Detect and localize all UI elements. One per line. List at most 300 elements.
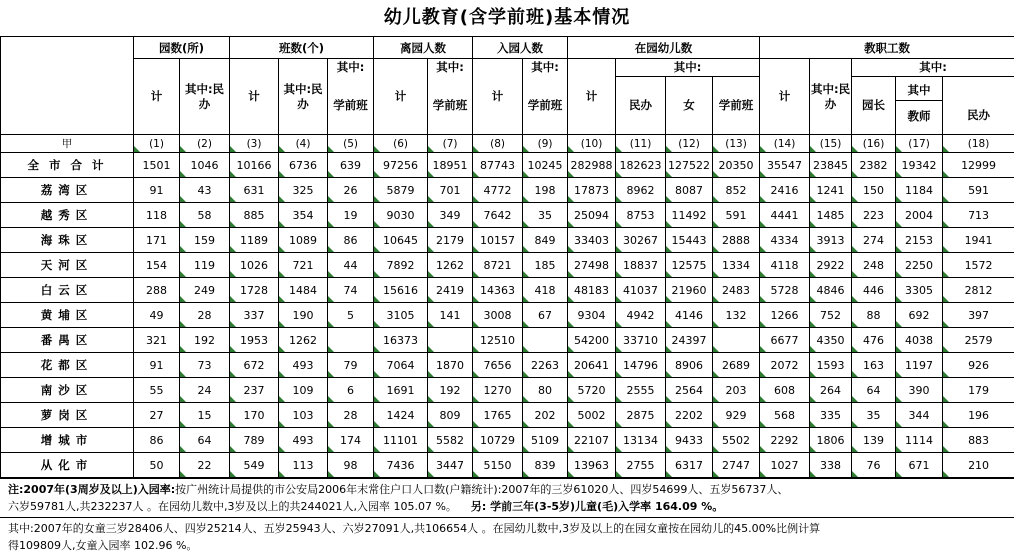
table-cell: 150 (852, 178, 896, 203)
table-cell: 6677 (760, 328, 810, 353)
district-name: 花都区 (1, 353, 134, 378)
table-cell: 849 (523, 228, 568, 253)
table-cell: 349 (428, 203, 473, 228)
table-cell: 2202 (666, 403, 713, 428)
table-cell: 608 (760, 378, 810, 403)
table-cell: 852 (713, 178, 760, 203)
table-row (1, 453, 1014, 478)
table-cell: 1572 (943, 253, 1014, 278)
column-code: (2) (180, 135, 230, 153)
col-header: 学前班 (328, 77, 374, 135)
table-cell: 19 (328, 203, 374, 228)
table-cell: 50 (134, 453, 180, 478)
table-cell: 10245 (523, 153, 568, 178)
table-cell: 24397 (666, 328, 713, 353)
table-cell: 1870 (428, 353, 473, 378)
table-cell: 264 (810, 378, 852, 403)
table-cell: 5 (328, 303, 374, 328)
table-cell: 3913 (810, 228, 852, 253)
table-cell: 10157 (473, 228, 523, 253)
col-header: 其中:民办 (279, 59, 328, 135)
table-cell: 1262 (428, 253, 473, 278)
table-cell: 16373 (374, 328, 428, 353)
table-cell: 9304 (568, 303, 616, 328)
table-cell: 26 (328, 178, 374, 203)
table-cell: 4441 (760, 203, 810, 228)
data-table (0, 36, 1014, 478)
table-cell: 190 (279, 303, 328, 328)
table-cell: 11492 (666, 203, 713, 228)
group-header-jiaozhi: 教职工数 (760, 37, 1014, 59)
table-cell: 4942 (616, 303, 666, 328)
col-header: 其中: (523, 59, 568, 77)
table-cell: 10729 (473, 428, 523, 453)
note-line-2 (8, 498, 1010, 515)
table-cell: 88 (852, 303, 896, 328)
table-cell: 354 (279, 203, 328, 228)
col-header: 其中: (852, 59, 1014, 77)
col-header: 计 (230, 59, 279, 135)
table-cell: 1593 (810, 353, 852, 378)
table-cell: 22107 (568, 428, 616, 453)
table-cell: 418 (523, 278, 568, 303)
table-cell: 20350 (713, 153, 760, 178)
district-name: 黄埔区 (1, 303, 134, 328)
table-cell: 35 (852, 403, 896, 428)
table-cell: 2382 (852, 153, 896, 178)
table-cell: 809 (428, 403, 473, 428)
table-cell: 10645 (374, 228, 428, 253)
group-header-yuan: 园数(所) (134, 37, 230, 59)
table-cell: 132 (713, 303, 760, 328)
table-cell: 752 (810, 303, 852, 328)
column-code: (18) (943, 135, 1014, 153)
table-cell: 1484 (279, 278, 328, 303)
table-cell: 2922 (810, 253, 852, 278)
table-cell: 9030 (374, 203, 428, 228)
table-cell: 1765 (473, 403, 523, 428)
table-cell: 321 (134, 328, 180, 353)
col-header (896, 77, 943, 135)
table-cell: 1953 (230, 328, 279, 353)
table-cell: 154 (134, 253, 180, 278)
col-header: 园长 (852, 77, 896, 135)
table-cell: 35547 (760, 153, 810, 178)
table-cell: 11101 (374, 428, 428, 453)
column-code: (3) (230, 135, 279, 153)
table-cell: 1241 (810, 178, 852, 203)
column-code: (13) (713, 135, 760, 153)
table-cell: 3105 (374, 303, 428, 328)
table-cell: 73 (180, 353, 230, 378)
table-cell: 97256 (374, 153, 428, 178)
table-cell: 721 (279, 253, 328, 278)
table-cell: 30267 (616, 228, 666, 253)
table-cell: 671 (896, 453, 943, 478)
table-cell: 91 (134, 353, 180, 378)
table-cell: 2812 (943, 278, 1014, 303)
table-row (1, 328, 1014, 353)
table-cell: 4846 (810, 278, 852, 303)
table-cell: 2004 (896, 203, 943, 228)
table-cell: 192 (180, 328, 230, 353)
col-header: 计 (760, 59, 810, 135)
column-code: (9) (523, 135, 568, 153)
district-name: 白云区 (1, 278, 134, 303)
table-row (1, 378, 1014, 403)
district-name: 越秀区 (1, 203, 134, 228)
table-cell: 33403 (568, 228, 616, 253)
table-cell: 2292 (760, 428, 810, 453)
table-cell: 6736 (279, 153, 328, 178)
col-header: 计 (473, 59, 523, 135)
col-header: 计 (134, 59, 180, 135)
table-cell: 2072 (760, 353, 810, 378)
column-code: (15) (810, 135, 852, 153)
table-cell: 15443 (666, 228, 713, 253)
table-cell: 210 (943, 453, 1014, 478)
table-cell: 1334 (713, 253, 760, 278)
table-cell: 5002 (568, 403, 616, 428)
table-cell: 493 (279, 428, 328, 453)
table-cell (713, 328, 760, 353)
table-cell: 14363 (473, 278, 523, 303)
table-cell: 337 (230, 303, 279, 328)
table-row (1, 253, 1014, 278)
table-cell: 288 (134, 278, 180, 303)
table-cell: 202 (523, 403, 568, 428)
table-cell: 79 (328, 353, 374, 378)
table-cell: 1501 (134, 153, 180, 178)
table-cell: 7436 (374, 453, 428, 478)
table-row (1, 303, 1014, 328)
table-cell: 446 (852, 278, 896, 303)
table-cell: 672 (230, 353, 279, 378)
table-cell: 171 (134, 228, 180, 253)
table-cell: 1266 (760, 303, 810, 328)
table-cell: 390 (896, 378, 943, 403)
page-title: 幼儿教育(含学前班)基本情况 (0, 0, 1014, 36)
table-cell: 198 (523, 178, 568, 203)
table-cell: 118 (134, 203, 180, 228)
column-code: (11) (616, 135, 666, 153)
table-cell: 5150 (473, 453, 523, 478)
table-cell: 2250 (896, 253, 943, 278)
table-cell: 12999 (943, 153, 1014, 178)
table-cell: 2483 (713, 278, 760, 303)
column-code: 甲 (1, 135, 134, 153)
col-header: 其中:民办 (180, 59, 230, 135)
table-cell: 7892 (374, 253, 428, 278)
table-cell: 28 (328, 403, 374, 428)
column-code: (4) (279, 135, 328, 153)
note-block-2 (0, 517, 1014, 554)
table-cell: 23845 (810, 153, 852, 178)
table-cell: 929 (713, 403, 760, 428)
group-header-ruyuan: 入园人数 (473, 37, 568, 59)
table-cell: 5502 (713, 428, 760, 453)
column-code: (6) (374, 135, 428, 153)
table-cell: 839 (523, 453, 568, 478)
table-cell: 54200 (568, 328, 616, 353)
table-cell: 12510 (473, 328, 523, 353)
table-row (1, 178, 1014, 203)
district-name: 海珠区 (1, 228, 134, 253)
table-cell: 8087 (666, 178, 713, 203)
table-cell: 27498 (568, 253, 616, 278)
table-cell: 35 (523, 203, 568, 228)
table-cell: 21960 (666, 278, 713, 303)
table-cell: 33710 (616, 328, 666, 353)
column-code: (5) (328, 135, 374, 153)
table-cell: 7642 (473, 203, 523, 228)
table-cell: 2179 (428, 228, 473, 253)
table-cell: 2564 (666, 378, 713, 403)
table-cell: 883 (943, 428, 1014, 453)
note-line-1 (8, 481, 1010, 498)
table-cell: 1027 (760, 453, 810, 478)
table-cell: 179 (943, 378, 1014, 403)
district-name: 南沙区 (1, 378, 134, 403)
table-cell: 2263 (523, 353, 568, 378)
table-cell: 13963 (568, 453, 616, 478)
table-body (1, 153, 1014, 478)
table-cell: 1184 (896, 178, 943, 203)
table-cell: 119 (180, 253, 230, 278)
table-cell: 1046 (180, 153, 230, 178)
table-cell: 5582 (428, 428, 473, 453)
column-code: (7) (428, 135, 473, 153)
table-cell: 2416 (760, 178, 810, 203)
group-header-zaiyuan: 在园幼儿数 (568, 37, 760, 59)
table-cell: 28 (180, 303, 230, 328)
table-cell: 591 (713, 203, 760, 228)
table-cell: 1089 (279, 228, 328, 253)
col-header-part: 其中 (896, 80, 943, 101)
total-row (1, 153, 1014, 178)
table-cell: 7064 (374, 353, 428, 378)
table-cell: 8906 (666, 353, 713, 378)
table-cell: 55 (134, 378, 180, 403)
table-cell: 237 (230, 378, 279, 403)
table-cell: 1806 (810, 428, 852, 453)
column-code: (8) (473, 135, 523, 153)
table-cell: 1026 (230, 253, 279, 278)
table-cell: 885 (230, 203, 279, 228)
table-cell: 58 (180, 203, 230, 228)
col-header: 其中: (616, 59, 760, 77)
district-name: 天河区 (1, 253, 134, 278)
table-cell: 249 (180, 278, 230, 303)
table-cell: 113 (279, 453, 328, 478)
table-cell: 80 (523, 378, 568, 403)
table-cell: 203 (713, 378, 760, 403)
column-code: (17) (896, 135, 943, 153)
table-cell: 24 (180, 378, 230, 403)
table-cell: 223 (852, 203, 896, 228)
table-cell: 1197 (896, 353, 943, 378)
table-cell: 185 (523, 253, 568, 278)
table-cell: 549 (230, 453, 279, 478)
table-cell: 87743 (473, 153, 523, 178)
table-cell: 568 (760, 403, 810, 428)
table-cell (523, 328, 568, 353)
table-cell: 19342 (896, 153, 943, 178)
table-cell: 192 (428, 378, 473, 403)
district-name: 荔湾区 (1, 178, 134, 203)
table-cell: 335 (810, 403, 852, 428)
table-cell: 1728 (230, 278, 279, 303)
header-row-groups (1, 37, 1014, 59)
table-cell: 4038 (896, 328, 943, 353)
table-cell: 2689 (713, 353, 760, 378)
table-cell (328, 328, 374, 353)
column-code: (1) (134, 135, 180, 153)
table-cell: 6317 (666, 453, 713, 478)
table-cell: 127522 (666, 153, 713, 178)
table-cell: 20641 (568, 353, 616, 378)
table-cell: 3305 (896, 278, 943, 303)
table-cell: 2747 (713, 453, 760, 478)
table-cell: 8962 (616, 178, 666, 203)
group-header-liyuan: 离园人数 (374, 37, 473, 59)
note-text: 按广州统计局提供的市公安局2006年末常住户口人口数(户籍统计):2007年的三岁61020人、四岁54699人、五岁56737人、 (175, 483, 788, 496)
header-row-sub1 (1, 59, 1014, 77)
table-row (1, 403, 1014, 428)
table-cell: 4118 (760, 253, 810, 278)
table-cell: 2755 (616, 453, 666, 478)
table-cell: 98 (328, 453, 374, 478)
col-header: 其中: (328, 59, 374, 77)
table-cell: 103 (279, 403, 328, 428)
table-cell: 1262 (279, 328, 328, 353)
col-header: 其中: (428, 59, 473, 77)
table-cell: 64 (180, 428, 230, 453)
table-cell: 74 (328, 278, 374, 303)
table-cell: 3008 (473, 303, 523, 328)
table-cell: 64 (852, 378, 896, 403)
note-highlight: 另: 学前三年(3-5岁)儿童(毛)入学率 164.09 %。 (471, 500, 723, 513)
table-cell: 397 (943, 303, 1014, 328)
table-row (1, 278, 1014, 303)
table-cell: 86 (134, 428, 180, 453)
col-header: 其中:民办 (810, 59, 852, 135)
table-cell: 6 (328, 378, 374, 403)
col-header: 女 (666, 77, 713, 135)
table-cell: 4146 (666, 303, 713, 328)
column-code: (14) (760, 135, 810, 153)
col-header: 计 (374, 59, 428, 135)
table-cell: 344 (896, 403, 943, 428)
table-cell: 3447 (428, 453, 473, 478)
table-cell: 713 (943, 203, 1014, 228)
table-cell: 325 (279, 178, 328, 203)
table-cell: 196 (943, 403, 1014, 428)
table-cell: 174 (328, 428, 374, 453)
table-cell: 2419 (428, 278, 473, 303)
table-cell: 701 (428, 178, 473, 203)
table-cell: 2153 (896, 228, 943, 253)
table-cell: 14796 (616, 353, 666, 378)
col-header: 学前班 (428, 77, 473, 135)
district-name: 全 市 合 计 (1, 153, 134, 178)
district-name: 番禺区 (1, 328, 134, 353)
table-cell: 639 (328, 153, 374, 178)
table-cell: 13134 (616, 428, 666, 453)
table-cell: 67 (523, 303, 568, 328)
table-cell: 1114 (896, 428, 943, 453)
table-cell: 5728 (760, 278, 810, 303)
note-block (0, 478, 1014, 515)
table-cell: 48183 (568, 278, 616, 303)
table-cell: 2579 (943, 328, 1014, 353)
table-cell: 41037 (616, 278, 666, 303)
table-row (1, 203, 1014, 228)
table-cell: 159 (180, 228, 230, 253)
table-cell: 27 (134, 403, 180, 428)
table-cell: 591 (943, 178, 1014, 203)
note-line-4: 得109809人,女童入园率 102.96 %。 (8, 537, 1010, 554)
table-cell: 18837 (616, 253, 666, 278)
table-cell: 44 (328, 253, 374, 278)
group-header-ban: 班数(个) (230, 37, 374, 59)
table-cell: 10166 (230, 153, 279, 178)
table-cell: 1485 (810, 203, 852, 228)
header-corner (1, 37, 134, 135)
table-cell: 274 (852, 228, 896, 253)
table-cell: 1691 (374, 378, 428, 403)
table-cell: 86 (328, 228, 374, 253)
note-line-3: 其中:2007年的女童三岁28406人、四岁25214人、五岁25943人、六岁27091人,共106654人 。在园幼儿数中,3岁及以上的在园女童按在园幼儿的45.00%比例计算 (8, 520, 1010, 537)
table-row (1, 228, 1014, 253)
table-cell: 25094 (568, 203, 616, 228)
note-label: 注:2007年(3周岁及以上)入园率: (8, 483, 175, 496)
table-cell: 493 (279, 353, 328, 378)
table-cell: 76 (852, 453, 896, 478)
table-cell: 1424 (374, 403, 428, 428)
table-cell: 15 (180, 403, 230, 428)
table-cell: 17873 (568, 178, 616, 203)
table-cell: 43 (180, 178, 230, 203)
column-code: (12) (666, 135, 713, 153)
column-code: (10) (568, 135, 616, 153)
col-header: 学前班 (523, 77, 568, 135)
table-cell (428, 328, 473, 353)
table-cell: 109 (279, 378, 328, 403)
table-cell: 789 (230, 428, 279, 453)
table-cell: 476 (852, 328, 896, 353)
table-cell: 7656 (473, 353, 523, 378)
table-cell: 2555 (616, 378, 666, 403)
table-row (1, 353, 1014, 378)
table-cell: 2888 (713, 228, 760, 253)
table-cell: 182623 (616, 153, 666, 178)
table-cell: 8721 (473, 253, 523, 278)
col-header: 民办 (943, 77, 1014, 135)
table-cell: 15616 (374, 278, 428, 303)
table-cell: 12575 (666, 253, 713, 278)
col-header: 计 (568, 59, 616, 135)
table-cell: 49 (134, 303, 180, 328)
col-header: 民办 (616, 77, 666, 135)
table-cell: 5879 (374, 178, 428, 203)
table-row (1, 428, 1014, 453)
table-cell: 338 (810, 453, 852, 478)
table-cell: 1941 (943, 228, 1014, 253)
table-cell: 5109 (523, 428, 568, 453)
table-cell: 139 (852, 428, 896, 453)
table-cell: 141 (428, 303, 473, 328)
